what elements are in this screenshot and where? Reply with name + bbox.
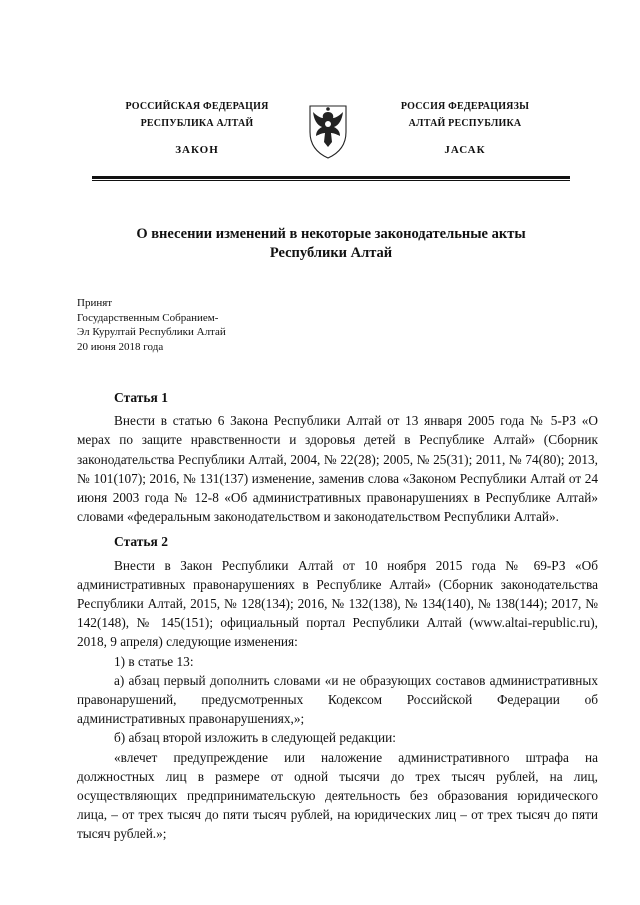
header-right-law: JАСАК xyxy=(444,144,486,156)
article-2-item-1: 1) в статье 13: xyxy=(114,653,194,669)
adoption-line-2: Государственным Собранием- xyxy=(77,311,219,324)
document-title xyxy=(92,225,570,263)
adoption-line-1: Принят xyxy=(77,297,113,309)
header-right xyxy=(360,98,570,159)
header-right-line2: АЛТАЙ РЕСПУБЛИКА xyxy=(408,118,522,129)
title-line-1: О внесении изменений в некоторые законодательные акты xyxy=(136,226,526,242)
document-body xyxy=(77,388,598,844)
adoption-line-3: Эл Курултай Республики Алтай xyxy=(77,326,226,338)
article-2-item-a: а) абзац первый дополнить словами «и не образующих составов административных правонарушений, предусмотренных Кодексом Российской Федерации об административных правонарушениях,»; xyxy=(77,672,598,727)
header-left-law: ЗАКОН xyxy=(175,144,219,156)
article-2-item-b: б) абзац второй изложить в следующей редакции: xyxy=(114,730,396,746)
article-1-text: Внести в статью 6 Закона Республики Алтай от 13 января 2005 года № 5-РЗ «О мерах по защите нравственности и здоровья детей в Республике Алтай» (Сборник законодательства Республики Алтай, 2004, № 22(28); 2005, № 25(31); 2011, № 74(80); 2013, № 101(107); 2016, № 131(137) изменение, заменив слова «Законом Республики Алтай от 24 июня 2003 года № 12-8 «Об административных правонарушениях в Республике Алтай» словами «федеральным законодательством и законодательством Республики Алтай». xyxy=(77,413,598,525)
adoption-block xyxy=(77,296,377,354)
header-left-line1: РОССИЙСКАЯ ФЕДЕРАЦИЯ xyxy=(125,101,269,112)
header-divider-thin xyxy=(92,180,570,181)
header-right-line1: РОССИЯ ФЕДЕРАЦИЯЗЫ xyxy=(400,101,530,112)
article-1-title: Статья 1 xyxy=(114,390,168,405)
title-line-2: Республики Алтай xyxy=(269,245,393,261)
adoption-date: 20 июня 2018 года xyxy=(77,340,164,353)
header-left-line2: РЕСПУБЛИКА АЛТАЙ xyxy=(140,118,254,129)
document-header xyxy=(0,98,640,178)
article-2-title: Статья 2 xyxy=(114,534,168,550)
header-left xyxy=(92,98,302,159)
article-2-quote: «влечет предупреждение или наложение административного штрафа на должностных лиц в размере от одной тысячи до трех тысяч рублей, на лиц, осуществляющих предпринимательскую деятельность без образования юридического лица, – от трех тысяч до пяти тысяч рублей, на юридических лиц – от трех тысяч до пяти тысяч рублей.»; xyxy=(77,749,598,842)
coat-of-arms-emblem-icon xyxy=(300,98,356,160)
article-2-intro: Внести в Закон Республики Алтай от 10 ноября 2015 года № 69-РЗ «Об административных правонарушениях в Республике Алтай» (Сборник законодательства Республики Алтай, 2015, № 128(134); 2016, № 132(138), № 134(140), № 138(144); 2017, № 142(148), № 145(151); официальный портал Республики Алтай (www.altai-republic.ru), 2018, 9 апреля) следующие изменения: xyxy=(77,557,598,650)
header-divider-thick xyxy=(92,176,570,179)
